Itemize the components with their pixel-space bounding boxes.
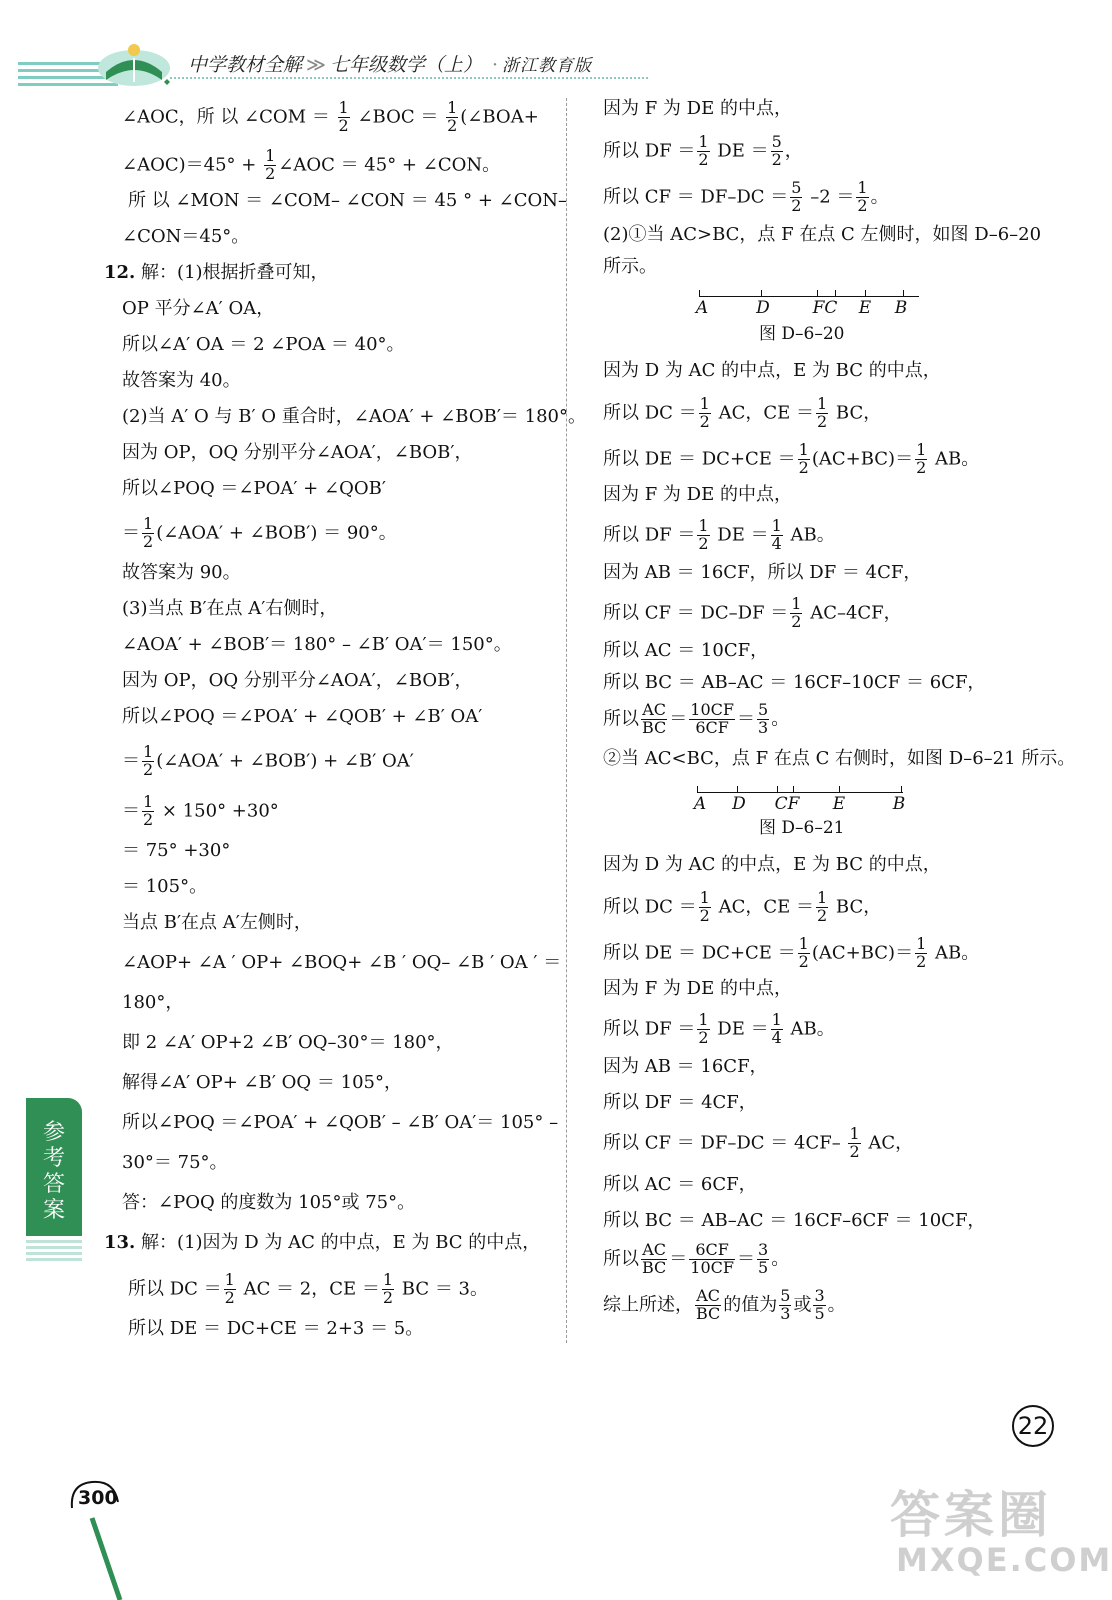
text-line: 所以 DF ＝ $\frac{1}{2}$ DE ＝ $\frac{5}{2}$ ，: [603, 132, 803, 169]
fraction: $\frac{1}{2}$: [857, 178, 868, 215]
question-12-heading: 12. 解：(1)根据折叠可知，: [104, 262, 329, 283]
text-line: 因为 F 为 DE 的中点，: [603, 484, 792, 505]
header-separator: ≫: [306, 54, 326, 76]
header-title: [188, 50, 592, 77]
text-line: 所以 DF ＝ $\frac{1}{2}$ DE ＝ $\frac{1}{4}$ AB。: [603, 1010, 835, 1047]
text-line: 所以∠POQ ＝∠POA′ + ∠QOB′ – ∠B′ OA′＝ 105° –: [122, 1112, 559, 1133]
fraction: $\frac{1}{2}$: [447, 98, 458, 135]
tick: [839, 786, 840, 792]
text-line: 解得∠A′ OP+ ∠B′ OQ ＝ 105°，: [122, 1072, 402, 1093]
point-label: D: [756, 298, 770, 318]
text-line: (3)当点 B′在点 A′右侧时，: [122, 598, 338, 619]
text-line: 所以∠POQ ＝∠POA′ + ∠QOB′: [122, 478, 386, 499]
point-label: CF: [774, 794, 800, 814]
fraction: $\frac{1}{2}$: [699, 394, 710, 431]
fraction: $\frac{1}{2}$: [849, 1124, 860, 1161]
fraction: $\frac{1}{2}$: [265, 146, 276, 183]
text-line: 所以 $\frac{AC}{BC}$ ＝ $\frac{10CF}{6CF}$ ＝ $\frac{5}{3}$ 。: [603, 700, 790, 737]
figure-caption: 图 D–6–20: [759, 324, 845, 344]
number-line-figure-2: [693, 786, 906, 820]
text-line: 答：∠POQ 的度数为 105°或 75°。: [122, 1192, 416, 1213]
fraction: $\frac{1}{2}$: [698, 1010, 709, 1047]
tick: [817, 290, 818, 296]
fraction: $\frac{1}{4}$: [771, 1010, 782, 1047]
tick: [903, 290, 904, 296]
tick: [777, 786, 778, 792]
question-number: 12.: [104, 262, 136, 283]
book-logo-icon: [92, 38, 176, 90]
tick: [699, 290, 700, 296]
text-line: 因为 F 为 DE 的中点，: [603, 98, 792, 119]
fraction: $\frac{1}{2}$: [798, 934, 809, 971]
number-line: [697, 792, 903, 793]
text-line: 所以 DF ＝ 4CF，: [603, 1092, 757, 1113]
point-label: B: [894, 298, 908, 318]
text-line: 180°，: [122, 992, 184, 1013]
tick: [737, 786, 738, 792]
page-header: [0, 0, 1088, 100]
text-line: 所以 DE ＝ DC+CE ＝ $\frac{1}{2}$ (AC+BC)＝ $\frac{1}{2}$ AB。: [603, 440, 980, 477]
text-line: 所以 BC ＝ AB–AC ＝ 16CF–6CF ＝ 10CF，: [603, 1210, 986, 1231]
text-line: 因为 D 为 AC 的中点，E 为 BC 的中点，: [603, 360, 941, 381]
text-line: ②当 AC<BC，点 F 在点 C 右侧时，如图 D–6–21 所示。: [603, 748, 1076, 769]
text-line: 所以 CF ＝ DC–DF ＝ $\frac{1}{2}$ AC–4CF，: [603, 594, 902, 631]
text-line: (2)当 A′ O 与 B′ O 重合时，∠AOA′ + ∠BOB′＝ 180°。: [122, 406, 586, 427]
side-tab-stripes: [26, 1240, 82, 1264]
text-line: 因为 AB ＝ 16CF，所以 DF ＝ 4CF，: [603, 562, 922, 583]
fraction: $\frac{6CF}{10CF}$: [690, 1240, 734, 1277]
tick: [901, 786, 902, 792]
text-line: 所示。: [603, 256, 657, 277]
text-line: 所以 DC ＝ $\frac{1}{2}$ AC，CE ＝ $\frac{1}{2}$ BC，: [603, 394, 882, 431]
fraction: $\frac{1}{4}$: [771, 516, 782, 553]
text-line: 因为 OP，OQ 分别平分∠AOA′，∠BOB′，: [122, 670, 473, 691]
fraction: $\frac{1}{2}$: [338, 98, 349, 135]
text-line: 故答案为 90。: [122, 562, 241, 583]
text-line: ＝ $\frac{1}{2}$ (∠AOA′ + ∠BOB′) ＝ 90°。: [122, 514, 397, 551]
text-line: 30°＝ 75°。: [122, 1152, 228, 1173]
question-13-heading: 13. 解：(1)因为 D 为 AC 的中点，E 为 BC 的中点，: [104, 1232, 541, 1253]
side-tab-label: 参考答案: [42, 1120, 65, 1223]
subject-title: 七年级数学（上）: [329, 54, 482, 76]
book-title: 中学教材全解: [188, 54, 303, 76]
fraction: $\frac{5}{3}$: [780, 1286, 791, 1323]
text-line: 因为 F 为 DE 的中点，: [603, 978, 792, 999]
text-line: 所以 DE ＝ DC+CE ＝ $\frac{1}{2}$ (AC+BC)＝ $\frac{1}{2}$ AB。: [603, 934, 980, 971]
header-dotted-rule: [170, 77, 648, 79]
fraction: $\frac{1}{2}$: [916, 440, 927, 477]
tick: [793, 786, 794, 792]
figure-caption: 图 D–6–21: [759, 818, 845, 838]
tick: [835, 290, 836, 296]
fraction: $\frac{3}{5}$: [758, 1240, 769, 1277]
number-line-figure-1: [695, 290, 919, 324]
tick: [697, 786, 698, 792]
text-line: 所以 DC ＝ $\frac{1}{2}$ AC，CE ＝ $\frac{1}{2}$ BC，: [603, 888, 882, 925]
watermark-url: MXQE.COM: [896, 1541, 1112, 1579]
point-label: E: [858, 298, 872, 318]
question-number: 13.: [104, 1232, 136, 1253]
edition-label: 浙江教育版: [502, 56, 593, 76]
text-line: 所 以 ∠MON ＝ ∠COM– ∠CON ＝ 45 ° + ∠CON–: [128, 190, 567, 211]
number-line: [699, 296, 919, 297]
point-label: A: [695, 298, 709, 318]
text-line: 故答案为 40。: [122, 370, 241, 391]
fraction: $\frac{1}{2}$: [143, 742, 154, 779]
fraction: $\frac{1}{2}$: [143, 514, 154, 551]
point-label: B: [892, 794, 906, 814]
text-line: ∠AOC，所 以 ∠COM ＝ $\frac{1}{2}$ ∠BOC ＝ $\frac{1}{2}$ (∠BOA+: [122, 98, 539, 135]
text-line: ＝ $\frac{1}{2}$ × 150° +30°: [122, 792, 279, 829]
text-line: ＝ 75° +30°: [122, 840, 231, 861]
watermark-logo: [890, 1475, 1112, 1595]
point-label: D: [732, 794, 746, 814]
fraction: $\frac{AC}{BC}$: [642, 700, 667, 737]
text-line: 因为 D 为 AC 的中点，E 为 BC 的中点，: [603, 854, 941, 875]
fraction: $\frac{1}{2}$: [798, 440, 809, 477]
watermark-text: 答案圈: [890, 1486, 1052, 1544]
text-line: 所以∠A′ OA ＝ 2 ∠POA ＝ 40°。: [122, 334, 405, 355]
text-line: 所以 DC ＝ $\frac{1}{2}$ AC ＝ 2，CE ＝ $\frac{1}{2}$ BC ＝ 3。: [128, 1270, 489, 1307]
text-line: 所以 BC ＝ AB–AC ＝ 16CF–10CF ＝ 6CF，: [603, 672, 986, 693]
page-number: 300: [78, 1487, 118, 1509]
fraction: $\frac{1}{2}$: [698, 516, 709, 553]
text-line: 所以 $\frac{AC}{BC}$ ＝ $\frac{6CF}{10CF}$ ＝ $\frac{3}{5}$ 。: [603, 1240, 790, 1277]
point-label: A: [693, 794, 707, 814]
tick: [761, 290, 762, 296]
fraction: $\frac{1}{2}$: [791, 594, 802, 631]
fraction: $\frac{3}{5}$: [814, 1286, 825, 1323]
fraction: $\frac{1}{2}$: [224, 1270, 235, 1307]
text-line: 所以 AC ＝ 10CF，: [603, 640, 769, 661]
text-line: 因为 AB ＝ 16CF，: [603, 1056, 768, 1077]
text-line: ∠AOA′ + ∠BOB′＝ 180° – ∠B′ OA′＝ 150°。: [122, 634, 512, 655]
fraction: $\frac{1}{2}$: [143, 792, 154, 829]
fraction: $\frac{5}{2}$: [791, 178, 802, 215]
tick: [865, 290, 866, 296]
fraction: $\frac{1}{2}$: [382, 1270, 394, 1307]
text-line: ＝ $\frac{1}{2}$ (∠AOA′ + ∠BOB′) + ∠B′ OA′: [122, 742, 414, 779]
text-line: ∠AOP+ ∠A ′ OP+ ∠BOQ+ ∠B ′ OQ– ∠B ′ OA ′ ＝: [122, 952, 562, 973]
fraction: $\frac{10CF}{6CF}$: [690, 700, 734, 737]
text-line: 所以 DF ＝ $\frac{1}{2}$ DE ＝ $\frac{1}{4}$ AB。: [603, 516, 835, 553]
text-line: ∠AOC)＝45° + $\frac{1}{2}$ ∠AOC ＝ 45° + ∠CON。: [122, 146, 501, 183]
text-line: ∠CON＝45°。: [122, 226, 250, 247]
text-line: 综上所述， $\frac{AC}{BC}$ 的值为 $\frac{5}{3}$ 或 $\frac{3}{5}$ 。: [603, 1286, 846, 1323]
circled-number: 22: [1012, 1405, 1054, 1447]
fraction: $\frac{5}{2}$: [771, 132, 782, 169]
fraction: $\frac{1}{2}$: [816, 888, 828, 925]
column-divider: [566, 98, 567, 1343]
fraction: $\frac{5}{3}$: [758, 700, 769, 737]
text-line: (2)①当 AC>BC，点 F 在点 C 左侧时，如图 D–6–20: [603, 224, 1042, 245]
text-line: 所以∠POQ ＝∠POA′ + ∠QOB′ + ∠B′ OA′: [122, 706, 483, 727]
point-label: E: [832, 794, 846, 814]
text-line: OP 平分∠A′ OA，: [122, 298, 275, 319]
fraction: $\frac{1}{2}$: [699, 888, 710, 925]
text-line: 当点 B′在点 A′左侧时，: [122, 912, 312, 933]
text-line: ＝ 105°。: [122, 876, 208, 897]
text-line: 所以 DE ＝ DC+CE ＝ 2+3 ＝ 5。: [128, 1318, 424, 1339]
fraction: $\frac{AC}{BC}$: [642, 1240, 667, 1277]
text-line: 所以 CF ＝ DF–DC ＝ $\frac{5}{2}$ –2 ＝ $\frac{1}{2}$ 。: [603, 178, 889, 215]
fraction: $\frac{AC}{BC}$: [696, 1286, 721, 1323]
fraction: $\frac{1}{2}$: [916, 934, 927, 971]
header-dot: ·: [491, 54, 499, 76]
fraction: $\frac{1}{2}$: [698, 132, 709, 169]
fraction: $\frac{1}{2}$: [816, 394, 828, 431]
text-line: 即 2 ∠A′ OP+2 ∠B′ OQ–30°＝ 180°，: [122, 1032, 454, 1053]
text-line: 所以 CF ＝ DF–DC ＝ 4CF– $\frac{1}{2}$ AC，: [603, 1124, 914, 1161]
point-label: FC: [812, 298, 838, 318]
text-line: 因为 OP，OQ 分别平分∠AOA′，∠BOB′，: [122, 442, 473, 463]
text-line: 所以 AC ＝ 6CF，: [603, 1174, 757, 1195]
